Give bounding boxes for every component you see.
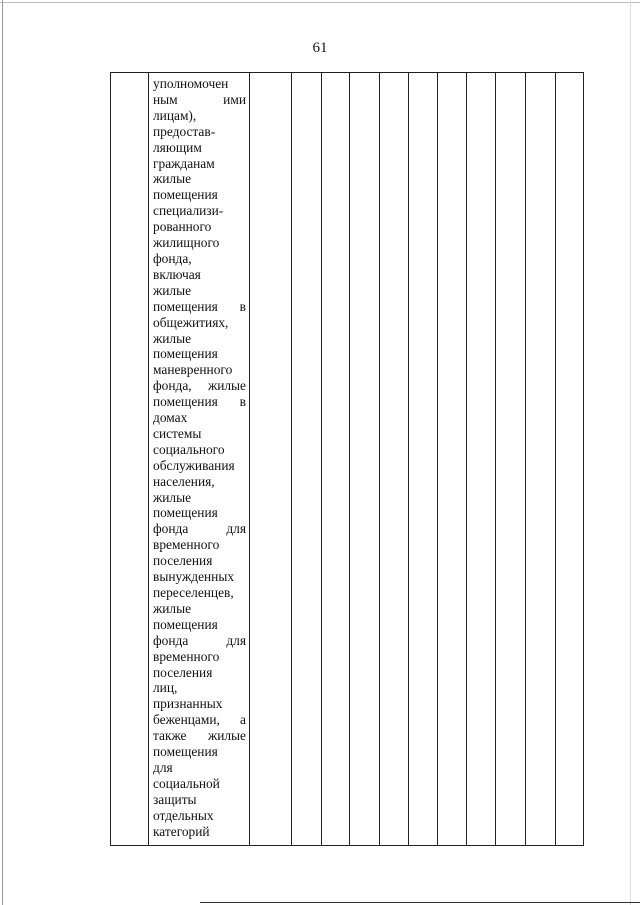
column-divider — [379, 73, 380, 845]
description-line: предостав- — [153, 123, 216, 139]
description-line: ляющим — [153, 139, 202, 155]
description-line: признанных — [153, 696, 223, 712]
description-line: фонда для — [153, 521, 246, 537]
description-line: социального — [153, 441, 225, 457]
description-line: помещения — [153, 346, 218, 362]
column-divider — [249, 73, 250, 845]
description-line: помещения в — [153, 298, 246, 314]
description-line: для — [153, 759, 173, 775]
document-table — [110, 72, 584, 846]
description-line: населения, — [153, 473, 215, 489]
scan-edge-top — [0, 2, 640, 3]
description-line: фонда, — [153, 250, 192, 266]
bottom-rule — [200, 902, 640, 903]
column-divider — [495, 73, 496, 845]
page-number: 61 — [312, 40, 328, 56]
column-divider — [321, 73, 322, 845]
description-line: маневренного — [153, 362, 233, 378]
column-divider — [555, 73, 556, 845]
description-line: помещения — [153, 505, 218, 521]
description-line: лицам), — [153, 107, 197, 123]
scan-edge-right — [630, 0, 631, 905]
description-line: обслуживания — [153, 457, 235, 473]
description-line: жилые — [153, 282, 192, 298]
description-line: вынужденных — [153, 569, 235, 585]
column-divider — [437, 73, 438, 845]
description-cell — [149, 73, 249, 845]
description-line: жилые — [153, 330, 192, 346]
scan-edge-left — [2, 0, 3, 905]
column-divider — [349, 73, 350, 845]
description-line: жилые — [153, 171, 192, 187]
description-line: домах — [153, 410, 188, 426]
description-line: социальной — [153, 775, 220, 791]
description-line: помещения — [153, 744, 218, 760]
description-line: переселенцев, — [153, 585, 234, 600]
description-line: беженцами, а — [153, 712, 246, 728]
description-line: общежитиях, — [153, 314, 229, 330]
column-divider — [525, 73, 526, 845]
column-divider — [466, 73, 467, 845]
description-line: гражданам — [153, 155, 215, 171]
description-line: помещения в — [153, 394, 246, 410]
description-line: жилищного — [153, 235, 220, 251]
description-line: ным ими — [153, 91, 246, 107]
description-line: отдельных — [153, 807, 214, 823]
description-line: временного — [153, 648, 220, 664]
description-line: лиц, — [153, 680, 178, 696]
description-line: поселения — [153, 553, 213, 569]
description-line: категорий — [153, 823, 210, 839]
column-divider — [408, 73, 409, 845]
description-line: также жилые — [153, 728, 246, 744]
description-line: рованного — [153, 219, 212, 235]
column-divider — [291, 73, 292, 845]
description-line: жилые — [153, 600, 192, 616]
description-line: защиты — [153, 791, 197, 807]
description-line: системы — [153, 425, 202, 441]
description-line: специализи- — [153, 203, 224, 219]
description-line: жилые — [153, 489, 192, 505]
description-line: помещения — [153, 187, 218, 203]
description-line: включая — [153, 266, 201, 282]
description-line: фонда для — [153, 632, 246, 648]
description-line: помещения — [153, 616, 218, 632]
description-line: поселения — [153, 664, 213, 680]
description-line: временного — [153, 537, 220, 553]
description-line: фонда, жилые — [153, 378, 246, 394]
description-line: уполномочен — [153, 76, 229, 91]
